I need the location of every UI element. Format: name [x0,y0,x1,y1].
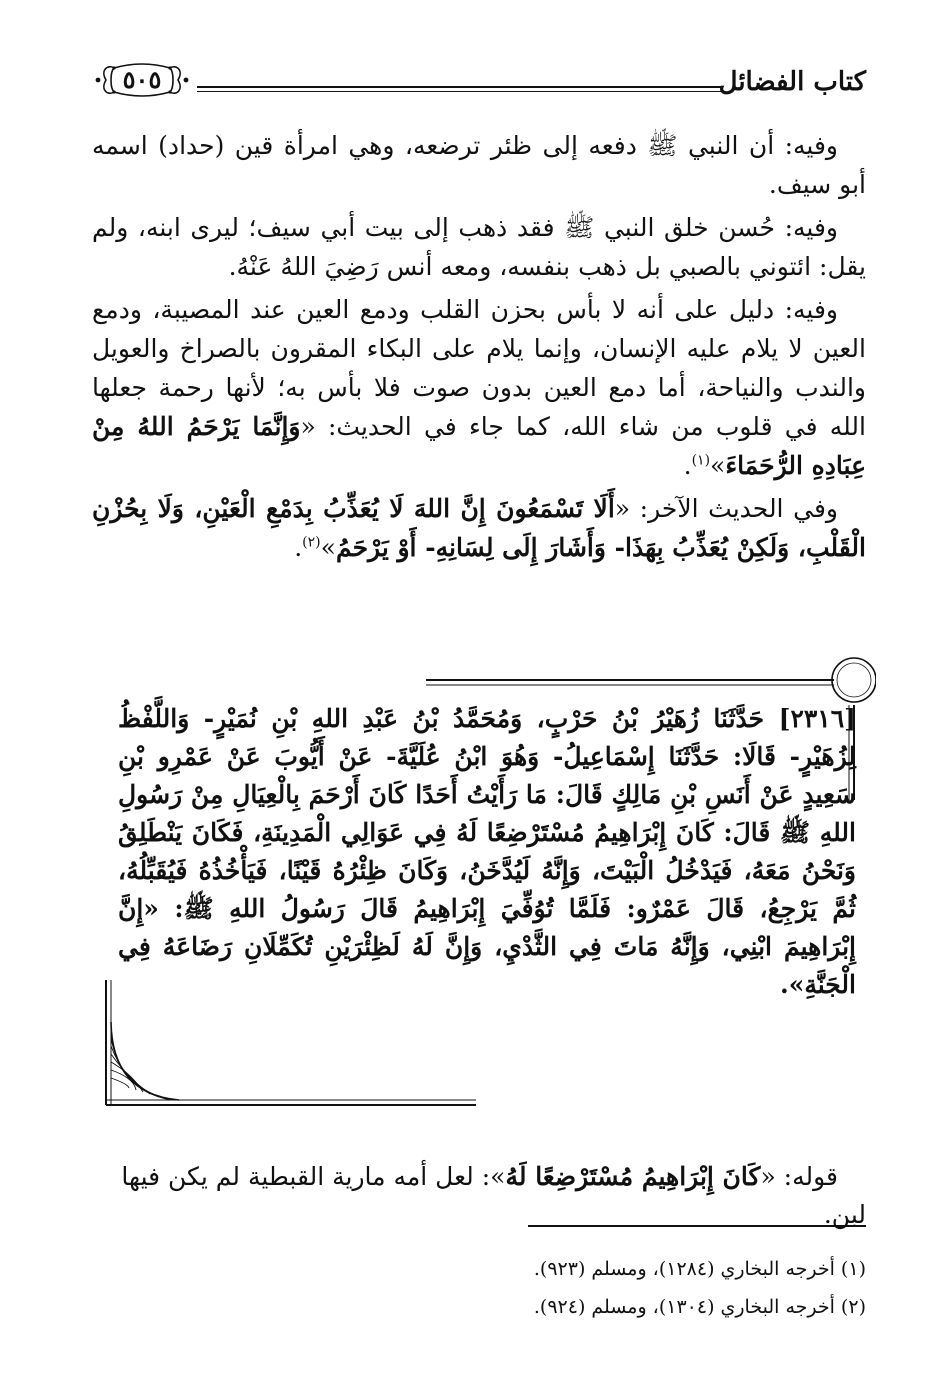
text-segment: وفيه: أن النبي ﷺ دفعه إلى ظئر ترضعه، وهي امرأة قين (حداد) اسمه أبو سيف. [92,131,866,199]
footnotes [92,1250,866,1326]
text-segment: . [294,533,303,562]
commentary-quote: كَانَ إِبْرَاهِيمُ مُسْتَرْضِعًا لَهُ [505,1162,761,1191]
body-paragraph [92,126,866,204]
running-title: كتاب الفضائل [718,67,866,97]
body-paragraph [92,489,866,567]
hadith-paragraph: [٢٣١٦] حَدَّثَنَا زُهَيْرُ بْنُ حَرْبٍ، وَمُحَمَّدُ بْنُ عَبْدِ اللهِ بْنِ نُمَيْرٍ- وَاللَّفْظُ لِزُهَيْرٍ- قَالَا: حَدَّثَنَا إِسْمَاعِيلُ- وَهُوَ ابْنُ عُلَيَّةَ- عَنْ أَيُّوبَ عَنْ عَمْرِو بْنِ سَعِيدٍ عَنْ أَنَسِ بْنِ مَالِكٍ قَالَ: مَا رَأَيْتُ أَحَدًا كَانَ أَرْحَمَ بِالْعِيَالِ مِنْ رَسُولِ اللهِ ﷺ قَالَ: كَانَ إِبْرَاهِيمُ مُسْتَرْضِعًا لَهُ فِي عَوَالِي الْمَدِينَةِ، فَكَانَ يَنْطَلِقُ وَنَحْنُ مَعَهُ، فَيَدْخُلُ الْبَيْتَ، وَإِنَّهُ لَيُدَّخَنُ، وَكَانَ ظِئْرُهُ قَيْنًا، فَيَأْخُذُهُ فَيُقَبِّلُهُ، ثُمَّ يَرْجِعُ، قَالَ عَمْرٌو: فَلَمَّا تُوُفِّيَ إِبْرَاهِيمُ قَالَ رَسُولُ اللهِ ﷺ: «إِنَّ إِبْرَاهِيمَ ابْنِي، وَإِنَّهُ مَاتَ فِي الثَّدْيِ، وَإِنَّ لَهُ لَظِئْرَيْنِ تُكَمِّلَانِ رَضَاعَهُ فِي الْجَنَّةِ». [118,704,856,999]
commentary [92,1158,866,1234]
footnote-ref: (٢) [302,534,321,551]
text-segment: » [320,533,336,562]
text-segment: » [710,451,726,480]
footnote-1: (١) أخرجه البخاري (١٢٨٤)، ومسلم (٩٢٣). [533,1258,866,1280]
page-header [92,58,866,108]
header-rule-thin [197,91,721,92]
body-text [92,126,866,571]
footnote-2: (٢) أخرجه البخاري (١٣٠٤)، ومسلم (٩٢٤). [533,1296,866,1318]
hadith-text [118,700,856,1004]
footnote-separator [528,1225,866,1227]
page-number: ٥٠٥ [122,65,162,94]
hadith-quote: أَلَا تَسْمَعُونَ إِنَّ اللهَ لَا يُعَذِّبُ بِدَمْعِ الْعَيْنِ، وَلَا بِحُزْنِ الْقَلْبِ، وَلَكِنْ يُعَذِّبُ بِهَذَا- وَأَشَارَ إِلَى لِسَانِهِ- أَوْ يَرْحَمُ [92,494,866,562]
body-paragraph [92,208,866,286]
body-paragraph [92,290,866,485]
hadith-quote: وَإِنَّمَا يَرْحَمُ اللهُ مِنْ عِبَادِهِ الرُّحَمَاءَ [92,412,866,480]
commentary-prefix: قوله: « [760,1162,838,1191]
commentary-suffix: »: لعل أمه مارية القبطية لم يكن فيها لبن. [121,1162,866,1229]
text-segment: . [683,451,692,480]
text-segment: وفي الحديث الآخر: « [614,494,838,523]
text-segment: وفيه: حُسن خلق النبي ﷺ فقد ذهب إلى بيت أبي سيف؛ ليرى ابنه، ولم يقل: ائتوني بالصبي بل ذهب بنفسه، ومعه أنس رَضِيَ اللهُ عَنْهُ. [92,213,866,281]
footnote-ref: (١) [691,452,711,469]
commentary-paragraph [92,1158,866,1234]
text-segment: وفيه: دليل على أنه لا بأس بحزن القلب ودمع العين عند المصيبة، ودمع العين لا يلام عليه الإنسان، وإنما يلام على البكاء المقرون بالصراخ والعويل والندب والنياحة، أما دمع العين بدون صوت فلا بأس به؛ لأنها رحمة جعلها الله في قلوب من شاء الله، كما جاء في الحديث: « [92,295,866,441]
header-rule [197,86,721,88]
